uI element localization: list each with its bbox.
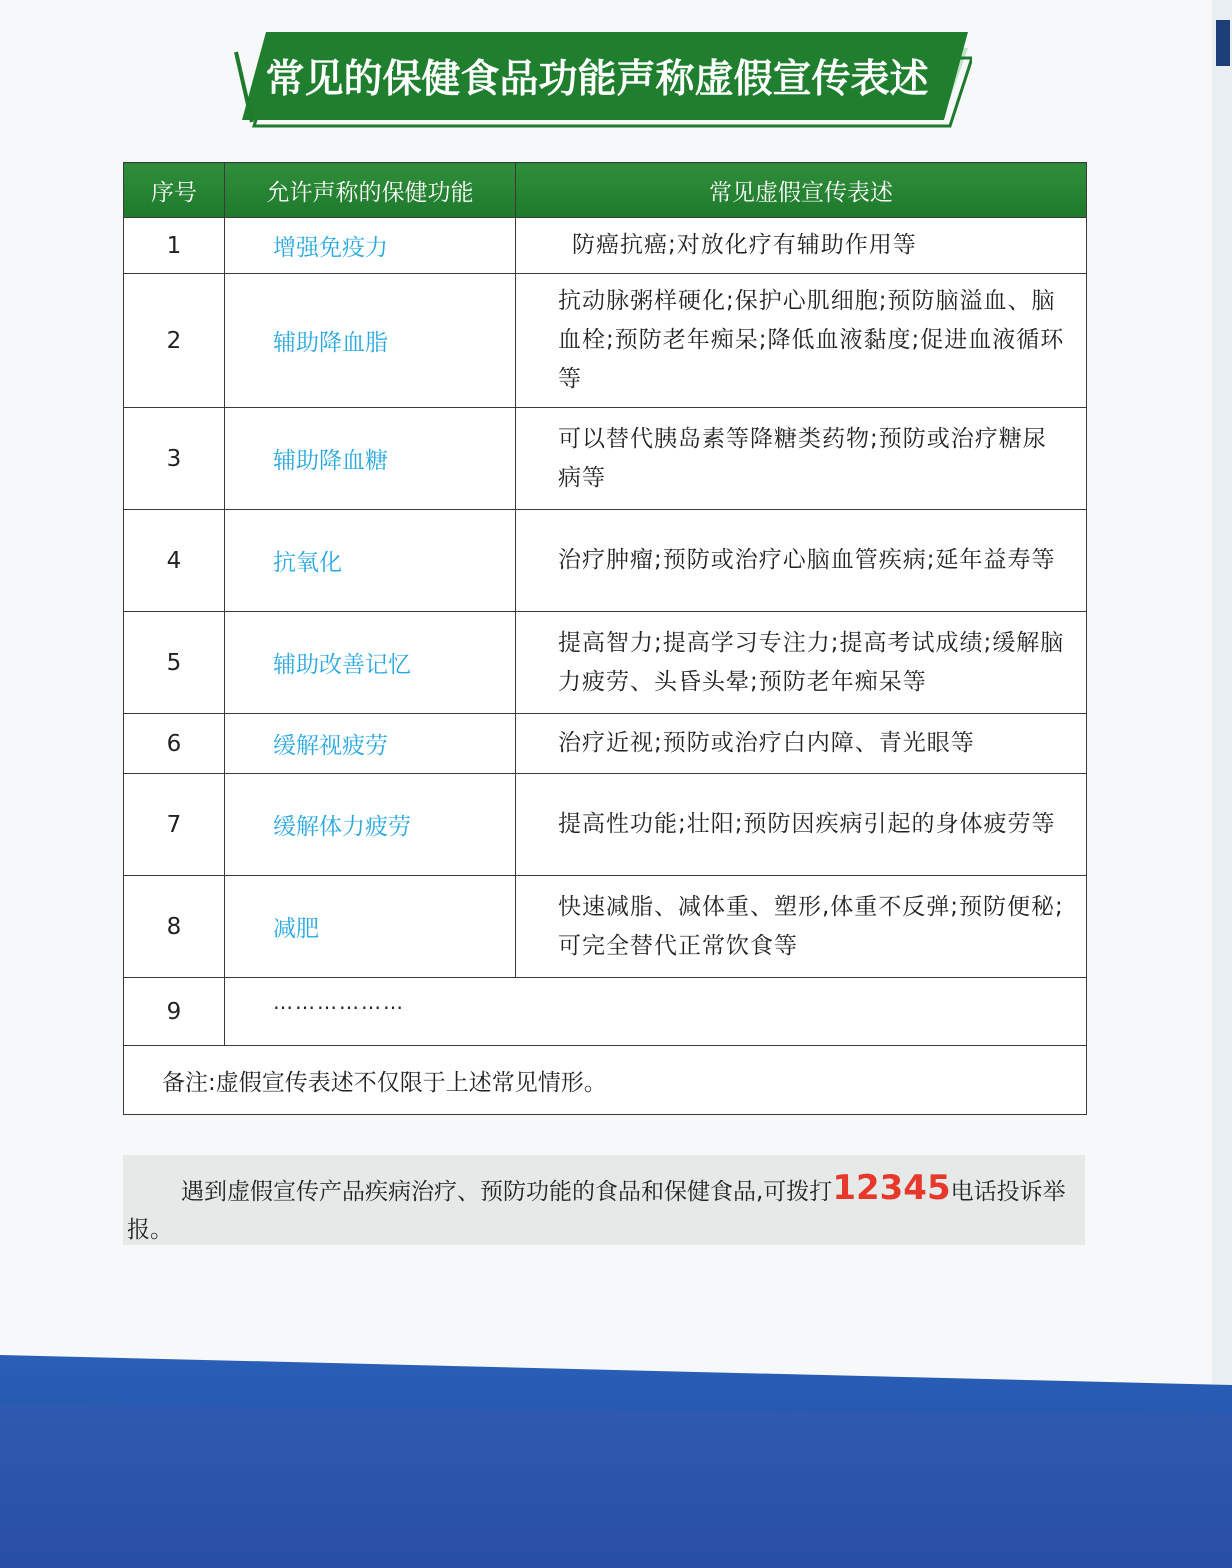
table-row [124,978,1087,1046]
row-number: 2 [124,274,225,408]
notice-text [127,1169,1082,1249]
row-claims: 防癌抗癌;对放化疗有辅助作用等 [516,218,1087,274]
row-ellipsis: ……………… [225,978,1087,1046]
table-row [124,714,1087,774]
row-number: 8 [124,876,225,978]
row-number: 1 [124,218,225,274]
row-claims: 治疗肿瘤;预防或治疗心脑血管疾病;延年益寿等 [516,510,1087,612]
row-function: 增强免疫力 [225,218,516,274]
table-row [124,274,1087,408]
row-function: 减肥 [225,876,516,978]
header-false-claims: 常见虚假宣传表述 [516,163,1087,218]
row-function: 抗氧化 [225,510,516,612]
table-row [124,510,1087,612]
page-title: 常见的保健食品功能声称虚假宣传表述 [265,57,929,102]
row-function: 辅助降血脂 [225,274,516,408]
notice-text-before: 遇到虚假宣传产品疾病治疗、预防功能的食品和保健食品,可拨打 [181,1179,833,1205]
row-claims: 提高智力;提高学习专注力;提高考试成绩;缓解脑力疲劳、头昏头晕;预防老年痴呆等 [516,612,1087,714]
notice-text-after: 电话投诉举报。 [127,1179,1066,1243]
row-number: 5 [124,612,225,714]
table-note: 备注:虚假宣传表述不仅限于上述常见情形。 [124,1046,1087,1115]
row-number: 4 [124,510,225,612]
row-number: 3 [124,408,225,510]
table-header-row [124,163,1087,218]
table-row [124,408,1087,510]
footer-shape [0,1355,1232,1568]
row-claims: 治疗近视;预防或治疗白内障、青光眼等 [516,714,1087,774]
header-serial: 序号 [124,163,225,218]
footer-band [0,1355,1232,1568]
row-number: 7 [124,774,225,876]
row-function: 缓解体力疲劳 [225,774,516,876]
row-claims: 快速减脂、减体重、塑形,体重不反弹;预防便秘;可完全替代正常饮食等 [516,876,1087,978]
row-function: 缓解视疲劳 [225,714,516,774]
row-function: 辅助改善记忆 [225,612,516,714]
claims-table [123,162,1087,1115]
table-note-row [124,1046,1087,1115]
row-function: 辅助降血糖 [225,408,516,510]
table-row [124,218,1087,274]
row-claims: 抗动脉粥样硬化;保护心肌细胞;预防脑溢血、脑血栓;预防老年痴呆;降低血液黏度;促进血液循环等 [516,274,1087,408]
edge-tab-marker [1216,20,1230,66]
table-row [124,612,1087,714]
page-edge [1212,0,1232,1568]
row-claims: 提高性功能;壮阳;预防因疾病引起的身体疲劳等 [516,774,1087,876]
row-number: 6 [124,714,225,774]
row-claims: 可以替代胰岛素等降糖类药物;预防或治疗糖尿病等 [516,408,1087,510]
hotline-number: 12345 [832,1168,951,1208]
table-row [124,774,1087,876]
row-number: 9 [124,978,225,1046]
table-row [124,876,1087,978]
title-banner [232,30,972,128]
header-allowed-function: 允许声称的保健功能 [225,163,516,218]
complaint-notice [123,1155,1085,1245]
